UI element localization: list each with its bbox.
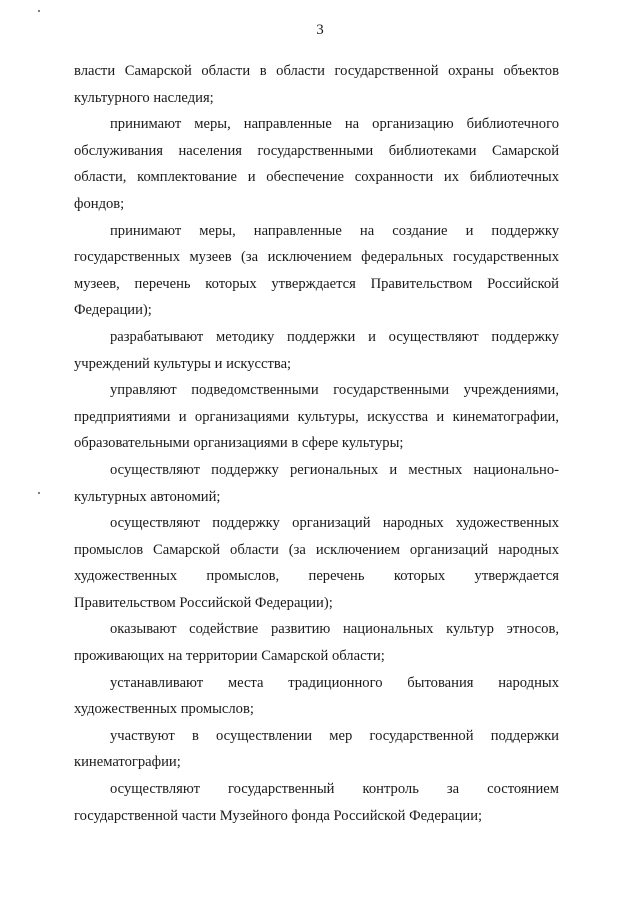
scan-speck (38, 492, 40, 494)
paragraph: разрабатывают методику поддержки и осуществляют поддержку учреждений культуры и искусства; (74, 328, 559, 372)
paragraph: власти Самарской области в области государственной охраны объектов культурного наследия; (74, 63, 559, 106)
paragraph: принимают меры, направленные на создание и поддержку государственных музеев (за исключением федеральных государственных музеев, перечень которых утверждается Правительством Российской Федерации); (74, 222, 559, 319)
document-body (74, 58, 559, 829)
page-number: 3 (316, 22, 324, 38)
paragraph: управляют подведомственными государственными учреждениями, предприятиями и организациями культуры, искусства и кинематографии, образовательными организациями в сфере культуры; (74, 382, 559, 452)
scan-speck (38, 10, 40, 12)
paragraph: осуществляют поддержку организаций народных художественных промыслов Самарской области (за исключением организаций народных художественных промыслов, перечень которых утверждается Правительством Российской Федерации); (74, 515, 559, 611)
paragraph: участвуют в осуществлении мер государственной поддержки кинематографии; (74, 727, 559, 771)
paragraph: осуществляют поддержку региональных и местных национально-культурных автономий; (74, 461, 559, 505)
paragraph: осуществляют государственный контроль за состоянием государственной части Музейного фонда Российской Федерации; (74, 781, 559, 824)
paragraph: оказывают содействие развитию национальных культур этносов, проживающих на территории Самарской области; (74, 621, 559, 665)
paragraph: принимают меры, направленные на организацию библиотечного обслуживания населения государственными библиотеками Самарской области, комплектование и обеспечение сохранности их библиотечных фондов; (74, 116, 559, 212)
paragraph: устанавливают места традиционного бытования народных художественных промыслов; (74, 674, 559, 718)
